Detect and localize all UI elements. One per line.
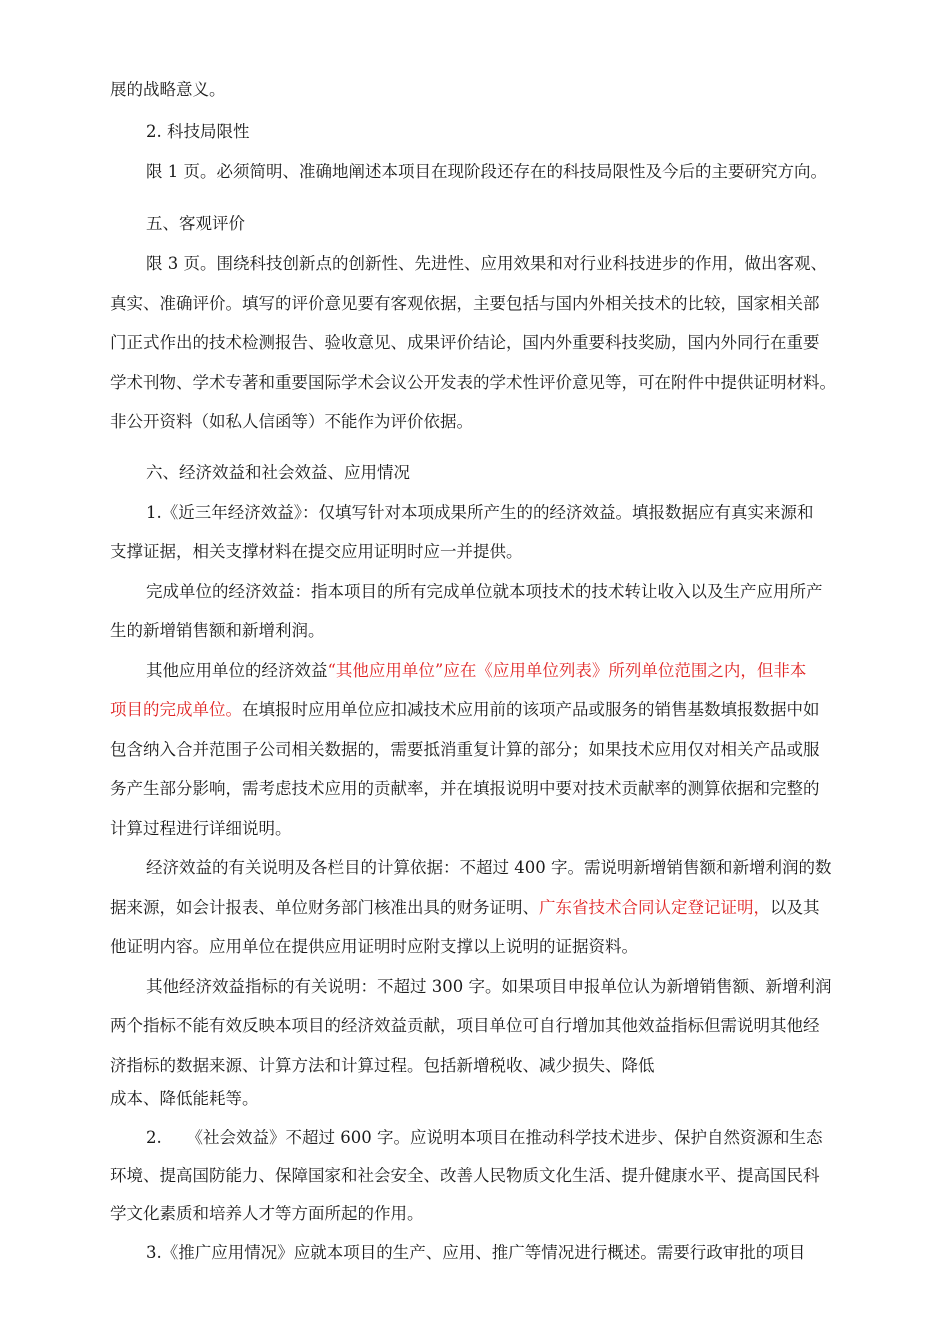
paragraph-line: 展的战略意义。 (110, 80, 226, 99)
paragraph-line: 3.《推广应用情况》应就本项目的生产、应用、推广等情况进行概述。需要行政审批的项目 (146, 1243, 806, 1262)
paragraph-line: 其他经济效益指标的有关说明：不超过 300 字。如果项目申报单位认为新增销售额、新增利润 (146, 977, 832, 996)
paragraph-line: 完成单位的经济效益：指本项目的所有完成单位就本项技术的技术转让收入以及生产应用所产 (146, 582, 823, 601)
line-text: 据来源，如会计报表、单位财务部门核准出具的财务证明、 (110, 898, 539, 917)
paragraph-line: 包含纳入合并范围子公司相关数据的，需要抵消重复计算的部分；如果技术应用仅对相关产品或服 (110, 740, 820, 759)
paragraph-line: 学文化素质和培养人才等方面所起的作用。 (110, 1204, 424, 1223)
paragraph-line (110, 700, 820, 720)
paragraph-line: 2. 《社会效益》不超过 600 字。应说明本项目在推动科学技术进步、保护自然资源和生态 (146, 1128, 823, 1147)
line-text: 在填报时应用单位应扣减技术应用前的该项产品或服务的销售基数填报数据中如 (242, 700, 820, 719)
paragraph-line (110, 898, 820, 918)
paragraph-line: 计算过程进行详细说明。 (110, 819, 292, 838)
paragraph-line (146, 661, 806, 681)
paragraph-line: 环境、提高国防能力、保障国家和社会安全、改善人民物质文化生活、提升健康水平、提高国民科 (110, 1166, 820, 1185)
paragraph-line: 1.《近三年经济效益》：仅填写针对本项成果所产生的的经济效益。填报数据应有真实来源和 (146, 503, 814, 522)
paragraph-line: 两个指标不能有效反映本项目的经济效益贡献，项目单位可自行增加其他效益指标但需说明其他经 (110, 1016, 820, 1035)
paragraph-line: 经济效益的有关说明及各栏目的计算依据：不超过 400 字。需说明新增销售额和新增利润的数 (146, 858, 832, 877)
paragraph-line: 限 3 页。围绕科技创新点的创新性、先进性、应用效果和对行业科技进步的作用，做出客观、 (146, 254, 827, 273)
line-text: 以及其 (770, 898, 820, 917)
paragraph-line: 成本、降低能耗等。 (110, 1089, 259, 1108)
paragraph-line: 真实、准确评价。填写的评价意见要有客观依据，主要包括与国内外相关技术的比较，国家相关部 (110, 294, 820, 313)
paragraph-line: 非公开资料（如私人信函等）不能作为评价依据。 (110, 412, 473, 431)
paragraph-line: 门正式作出的技术检测报告、验收意见、成果评价结论，国内外重要科技奖励，国内外同行在重要 (110, 333, 820, 352)
line-text: 其他应用单位的经济效益 (146, 661, 328, 680)
paragraph-line: 生的新增销售额和新增利润。 (110, 621, 325, 640)
paragraph-line: 学术刊物、学术专著和重要国际学术会议公开发表的学术性评价意见等，可在附件中提供证明材料。 (110, 373, 836, 392)
paragraph-line: 支撑证据，相关支撑材料在提交应用证明时应一并提供。 (110, 542, 523, 561)
section-heading: 六、经济效益和社会效益、应用情况 (146, 463, 410, 482)
paragraph-line: 限 1 页。必须简明、准确地阐述本项目在现阶段还存在的科技局限性及今后的主要研究方向。 (146, 162, 827, 181)
section-heading: 2. 科技局限性 (146, 122, 250, 141)
paragraph-line: 务产生部分影响，需考虑技术应用的贡献率，并在填报说明中要对技术贡献率的测算依据和完整的 (110, 779, 820, 798)
paragraph-line: 济指标的数据来源、计算方法和计算过程。包括新增税收、减少损失、降低 (110, 1056, 655, 1075)
highlighted-text: 项目的完成单位。 (110, 700, 242, 719)
paragraph-line: 他证明内容。应用单位在提供应用证明时应附支撑以上说明的证据资料。 (110, 937, 638, 956)
highlighted-text: 广东省技术合同认定登记证明， (539, 898, 770, 917)
section-heading: 五、客观评价 (146, 214, 245, 233)
highlighted-text: “其他应用单位”应在《应用单位列表》所列单位范围之内，但非本 (327, 661, 807, 680)
